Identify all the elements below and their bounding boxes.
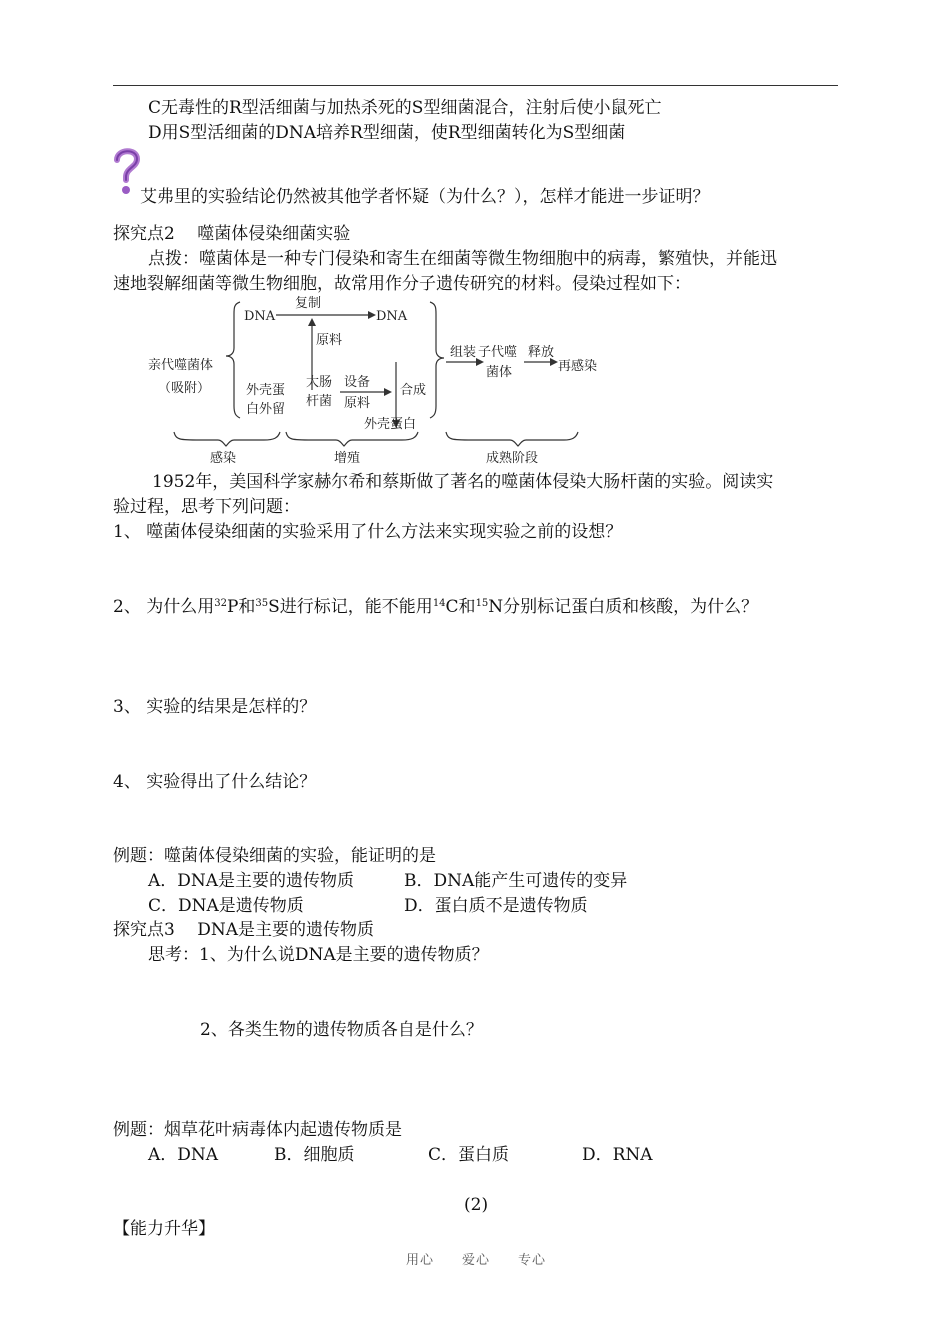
question-3: 3、 实验的结果是怎样的？: [113, 697, 317, 717]
stage-proliferate-label: 增殖: [334, 451, 361, 466]
section-3-title: 探究点3 DNA是主要的遗传物质: [113, 920, 375, 940]
history-line-2: 验过程，思考下列问题：: [113, 497, 300, 517]
replicate-label: 复制: [295, 296, 322, 311]
hint-line-2: 速地裂解细菌等微生物细胞，故常用作分子遗传研究的材料。侵染过程如下：: [113, 274, 691, 294]
reinfect-label: 再感染: [558, 359, 598, 374]
coat-out-label-1: 外壳蛋: [246, 383, 286, 398]
page-number: (2): [464, 1195, 489, 1215]
coat-protein-label: 外壳蛋白: [364, 417, 417, 432]
dna-right-label: DNA: [376, 309, 408, 324]
adsorb-label: （吸附）: [158, 381, 211, 396]
stage-infect-label: 感染: [210, 451, 237, 466]
hint-line-1: 点拨：噬菌体是一种专门侵染和寄生在细菌等微生物细胞中的病毒，繁殖快，并能迅: [148, 249, 777, 269]
example-1-stem: 例题：噬菌体侵染细菌的实验，能证明的是: [113, 846, 436, 866]
progeny-label-2: 菌体: [486, 365, 513, 380]
section-2-title: 探究点2 噬菌体侵染细菌实验: [113, 224, 351, 244]
ecoli-label-1: 大肠: [306, 375, 333, 390]
synthesis-label: 合成: [400, 383, 427, 398]
option-c-line: C无毒性的R型活细菌与加热杀死的S型细菌混合，注射后使小鼠死亡: [148, 98, 662, 118]
parent-phage-label: 亲代噬菌体: [148, 358, 214, 373]
example-2-option-c: C．蛋白质: [428, 1145, 510, 1165]
think-question-1: 思考：1、为什么说DNA是主要的遗传物质？: [148, 945, 489, 965]
example-1-option-c: C．DNA是遗传物质: [148, 896, 304, 916]
q2-text-e: N分别标记蛋白质和核酸，为什么？: [488, 597, 759, 617]
question-mark-icon: [111, 146, 143, 198]
think-question-2: 2、各类生物的遗传物质各自是什么？: [200, 1020, 483, 1040]
example-2-option-a: A．DNA: [148, 1145, 219, 1165]
q2-sup-35: 35: [255, 598, 269, 609]
question-2: [113, 596, 758, 618]
release-label: 释放: [528, 345, 555, 360]
history-line-1: 1952年，美国科学家赫尔希和蔡斯做了著名的噬菌体侵染大肠杆菌的实验。阅读实: [152, 472, 774, 492]
option-d-line: D用S型活细菌的DNA培养R型细菌，使R型细菌转化为S型细菌: [148, 123, 626, 143]
dna-left-label: DNA: [244, 309, 276, 324]
raw-material-label-1: 原料: [316, 333, 343, 348]
q2-text-c: S进行标记，能不能用: [268, 597, 433, 617]
example-1-option-d: D．蛋白质不是遗传物质: [404, 896, 588, 916]
q2-sup-15: 15: [475, 598, 489, 609]
top-rule: [113, 85, 838, 86]
equipment-label: 设备: [344, 375, 371, 390]
question-1: 1、 噬菌体侵染细菌的实验采用了什么方法来实现实验之前的设想？: [113, 522, 623, 542]
example-2-option-d: D．RNA: [582, 1145, 653, 1165]
example-1-option-b: B．DNA能产生可遗传的变异: [404, 871, 628, 891]
progeny-label-1: 子代噬: [478, 345, 518, 360]
assemble-label: 组装: [450, 345, 477, 360]
ecoli-label-2: 杆菌: [306, 394, 333, 409]
q2-sup-14: 14: [432, 598, 446, 609]
q2-text-a: 2、 为什么用: [113, 597, 215, 617]
coat-out-label-2: 白外留: [246, 402, 286, 417]
question-4: 4、 实验得出了什么结论？: [113, 772, 317, 792]
q2-sup-32: 32: [214, 598, 227, 609]
raw-material-label-2: 原料: [344, 396, 371, 411]
stage-mature-label: 成熟阶段: [486, 451, 539, 466]
question-line: 艾弗里的实验结论仍然被其他学者怀疑（为什么？），怎样才能进一步证明？: [140, 187, 710, 207]
example-2-option-b: B．细胞质: [274, 1145, 355, 1165]
ability-heading: 【能力升华】: [113, 1219, 215, 1239]
q2-text-b: P和: [226, 597, 256, 617]
q2-text-d: C和: [445, 597, 476, 617]
footer-motto: 用心 爱心 专心: [406, 1253, 547, 1268]
example-1-option-a: A．DNA是主要的遗传物质: [148, 871, 355, 891]
infection-process-diagram: [140, 294, 598, 466]
example-2-stem: 例题：烟草花叶病毒体内起遗传物质是: [113, 1120, 402, 1140]
